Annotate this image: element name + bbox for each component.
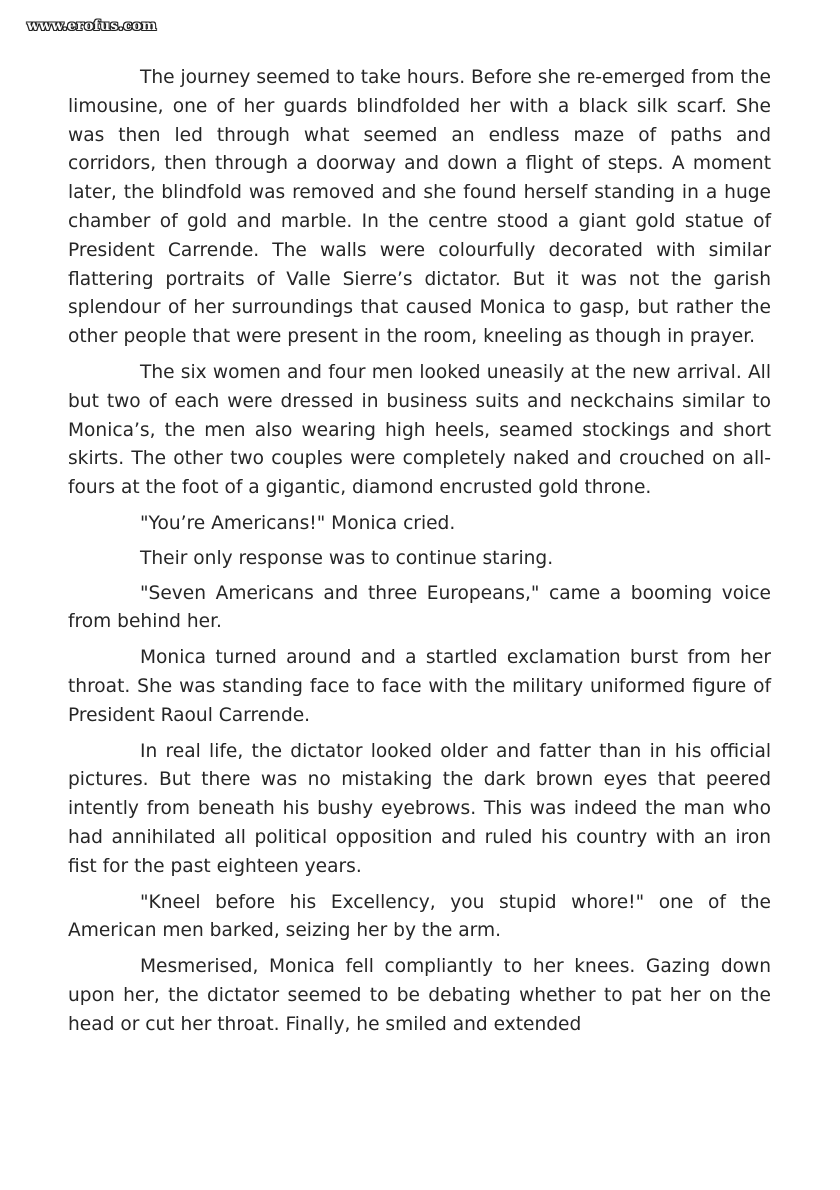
paragraph: In real life, the dictator looked older and fatter than in his official pictures. But there was no mistaking the dark brown eyes that peered intently from beneath his bushy eyebrows. This was indeed the man who had annihilated all political opposition and ruled his country with an iron fist for the past eighteen years. bbox=[68, 740, 771, 877]
paragraph: Monica turned around and a startled exclamation burst from her throat. She was standing face to face with the military uniformed figure of President Raoul Carrende. bbox=[68, 647, 771, 726]
paragraph: The six women and four men looked uneasily at the new arrival. All but two of each were dressed in business suits and neckchains similar to Monica’s, the men also wearing high heels, seamed stockings and short skirts. The other two couples were completely naked and crouched on all-fours at the foot of a gigantic, diamond encrusted gold throne. bbox=[68, 361, 771, 499]
story-text bbox=[68, 64, 771, 1047]
paragraph: Mesmerised, Monica fell compliantly to her knees. Gazing down upon her, the dictator seemed to be debating whether to pat her on the head or cut her throat. Finally, he smiled and extended bbox=[68, 956, 771, 1035]
paragraph: The journey seemed to take hours. Before she re-emerged from the limousine, one of her guards blindfolded her with a black silk scarf. She was then led through what seemed an endless maze of paths and corridors, then through a doorway and down a flight of steps. A moment later, the blindfold was removed and she found herself standing in a huge chamber of gold and marble. In the centre stood a giant gold statue of President Carrende. The walls were colourfully decorated with similar flattering portraits of Valle Sierre’s dictator. But it was not the garish splendour of her surroundings that caused Monica to gasp, but rather the other people that were present in the room, kneeling as though in prayer. bbox=[68, 67, 771, 348]
site-watermark: www.erofus.com bbox=[27, 18, 157, 34]
paragraph: Their only response was to continue staring. bbox=[140, 547, 554, 569]
paragraph: "You’re Americans!" Monica cried. bbox=[140, 512, 456, 534]
paragraph: "Seven Americans and three Europeans," came a booming voice from behind her. bbox=[68, 582, 771, 633]
paragraph: "Kneel before his Excellency, you stupid whore!" one of the American men barked, seizing her by the arm. bbox=[68, 891, 771, 942]
